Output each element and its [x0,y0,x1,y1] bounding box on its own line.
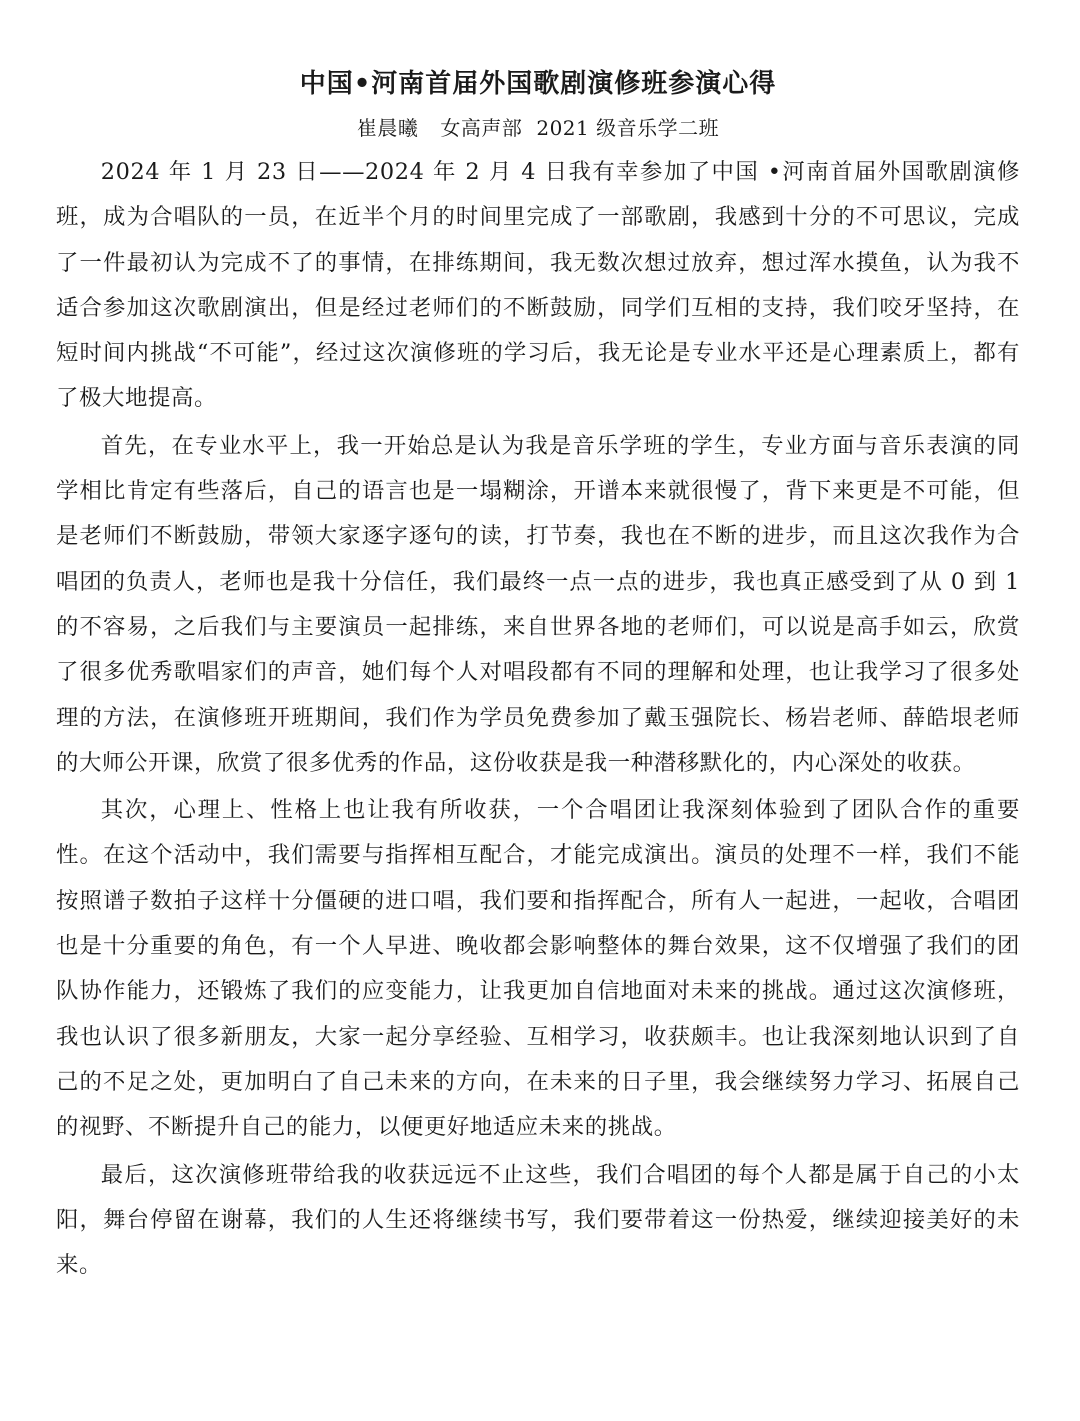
paragraph-professional: 首先，在专业水平上，我一开始总是认为我是音乐学班的学生，专业方面与音乐表演的同学相比肯定有些落后，自己的语言也是一塌糊涂，开谱本来就很慢了，背下来更是不可能，但是老师们不断鼓励，带领大家逐字逐句的读，打节奏，我也在不断的进步，而且这次我作为合唱团的负责人，老师也是我十分信任，我们最终一点一点的进步，我也真正感受到了从 0 到 1 的不容易，之后我们与主要演员一起排练，来自世界各地的老师们，可以说是高手如云，欣赏了很多优秀歌唱家们的声音，她们每个人对唱段都有不同的理解和处理，也让我学习了很多处理的方法，在演修班开班期间，我们作为学员免费参加了戴玉强院长、杨岩老师、薛皓垠老师的大师公开课，欣赏了很多优秀的作品，这份收获是我一种潜移默化的，内心深处的收获。 [56,432,1020,776]
paragraph-intro: 2024 年 1 月 23 日——2024 年 2 月 4 日我有幸参加了中国 •河南首届外国歌剧演修班，成为合唱队的一员，在近半个月的时间里完成了一部歌剧，我感到十分的不可思议，完成了一件最初认为完成不了的事情，在排练期间，我无数次想过放弃，想过浑水摸鱼，认为我不适合参加这次歌剧演出，但是经过老师们的不断鼓励，同学们互相的支持，我们咬牙坚持，在短时间内挑战“不可能”，经过这次演修班的学习后，我无论是专业水平还是心理素质上，都有了极大地提高。 [56,159,1020,412]
voice-part: 女高声部 [440,116,523,140]
paragraph-conclusion: 最后，这次演修班带给我的收获远远不止这些，我们合唱团的每个人都是属于自己的小太阳，舞台停留在谢幕，我们的人生还将继续书写，我们要带着这一份热爱，继续迎接美好的未来。 [56,1161,1020,1279]
document-title: 中国•河南首届外国歌剧演修班参演心得 [299,69,777,99]
author-name: 崔晨曦 [356,116,419,140]
body-text [56,150,1020,1288]
class-name: 2021 级音乐学二班 [536,116,720,140]
paragraph-psychological: 其次，心理上、性格上也让我有所收获，一个合唱团让我深刻体验到了团队合作的重要性。在这个活动中，我们需要与指挥相互配合，才能完成演出。演员的处理不一样，我们不能按照谱子数拍子这样十分僵硬的进口唱，我们要和指挥配合，所有人一起进，一起收，合唱团也是十分重要的角色，有一个人早进、晚收都会影响整体的舞台效果，这不仅增强了我们的团队协作能力，还锻炼了我们的应变能力，让我更加自信地面对未来的挑战。通过这次演修班，我也认识了很多新朋友，大家一起分享经验、互相学习，收获颇丰。也让我深刻地认识到了自己的不足之处，更加明白了自己未来的方向，在未来的日子里，我会继续努力学习、拓展自己的视野、不断提升自己的能力，以便更好地适应未来的挑战。 [56,797,1020,1141]
byline [56,112,1020,144]
